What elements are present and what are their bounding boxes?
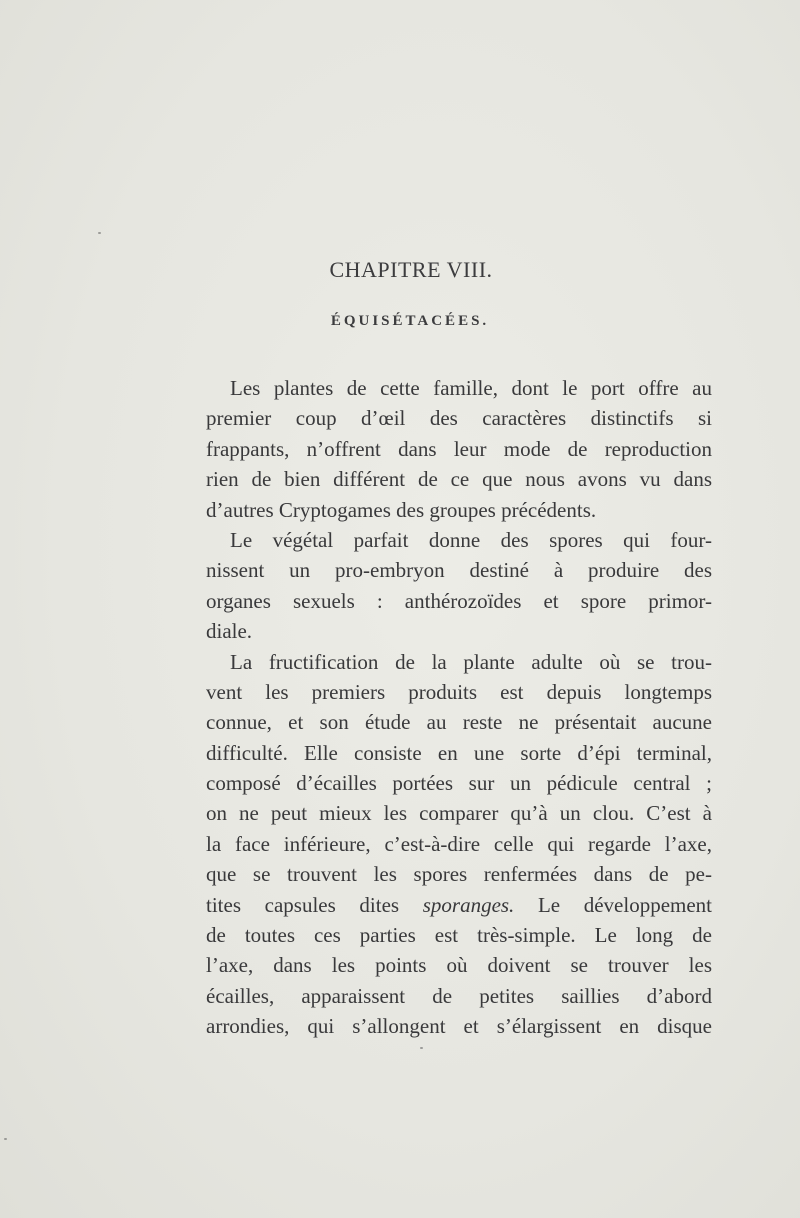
text-line: difficulté. Elle consiste en une sorte d’épi terminal,: [206, 740, 712, 765]
text-fragment: Le développement: [537, 892, 713, 917]
paper-speck: [4, 1138, 7, 1140]
text-line-mixed: [206, 890, 712, 920]
text-line: de toutes ces parties est très-simple. Le long de: [206, 923, 712, 948]
chapter-title: CHAPITRE VIII.: [329, 257, 493, 282]
text-line: arrondies, qui s’allongent et s’élargissent en disque: [206, 1014, 712, 1039]
text-line: La fructification de la plante adulte où se trou-: [230, 649, 712, 674]
text-line: on ne peut mieux les comparer qu’à un clou. C’est à: [206, 801, 712, 826]
text-line: Les plantes de cette famille, dont le port offre au: [230, 376, 712, 400]
text-line: que se trouvent les spores renfermées dans de pe-: [206, 862, 712, 887]
text-line: écailles, apparaissent de petites saillies d’abord: [206, 983, 712, 1008]
text-line: composé d’écailles portées sur un pédicule central ;: [206, 771, 712, 796]
italic-term: sporanges.: [422, 892, 515, 917]
text-line: l’axe, dans les points où doivent se trouver les: [206, 953, 712, 978]
paper-speck: [98, 232, 101, 234]
text-line: diale.: [206, 619, 253, 644]
text-line: la face inférieure, c’est-à-dire celle qui regarde l’axe,: [206, 831, 712, 856]
paper-speck: [420, 1047, 423, 1049]
text-line: nissent un pro-embryon destiné à produire des: [206, 558, 712, 583]
text-line: rien de bien différent de ce que nous avons vu dans: [206, 467, 712, 492]
text-line: d’autres Cryptogames des groupes précédents.: [206, 497, 597, 522]
text-line: vent les premiers produits est depuis longtemps: [206, 679, 712, 704]
section-title: ÉQUISÉTACÉES.: [330, 313, 490, 329]
text-fragment: tites capsules dites: [206, 892, 400, 917]
text-line: premier coup d’œil des caractères distinctifs si: [206, 406, 712, 431]
text-line: Le végétal parfait donne des spores qui four-: [230, 527, 712, 552]
text-line: frappants, n’offrent dans leur mode de reproduction: [206, 436, 712, 461]
body-text: [206, 373, 712, 1042]
text-line: connue, et son étude au reste ne présentait aucune: [206, 710, 712, 735]
text-line: organes sexuels : anthérozoïdes et spore primor-: [206, 588, 712, 613]
